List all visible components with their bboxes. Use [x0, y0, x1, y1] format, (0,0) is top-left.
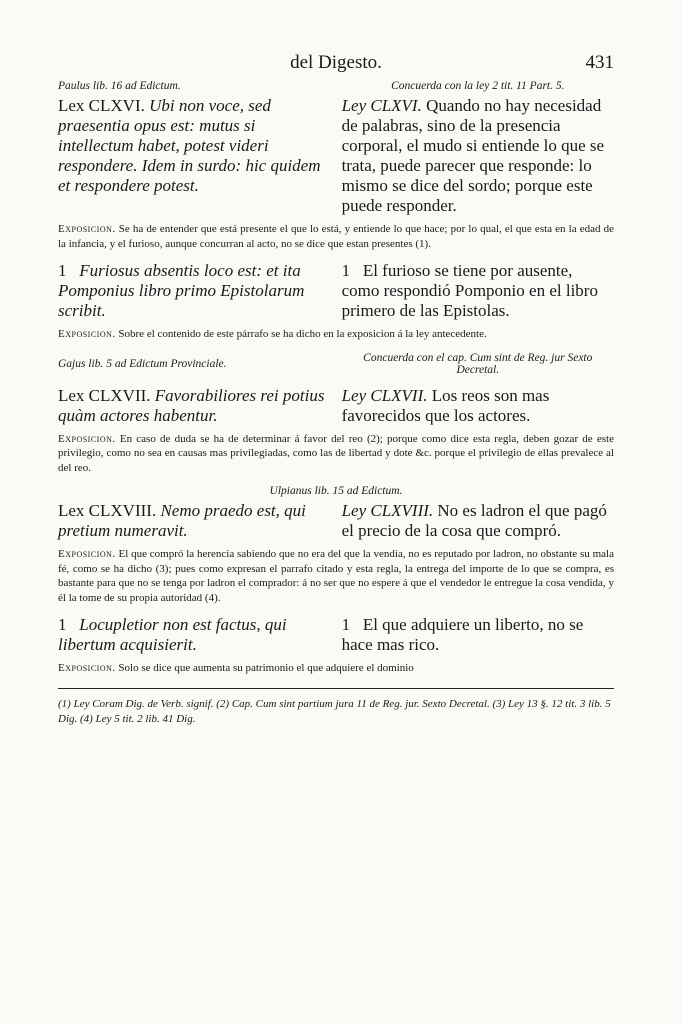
exposition [58, 547, 614, 605]
footnote-divider [58, 688, 614, 689]
exposition-text: Se ha de entender que está presente el que lo está, y entiende lo que hace; por lo qual, el que esta en la edad de la infancia, y el furioso, aunque concurran al acto, no se dice que estan presentes (1). [58, 223, 614, 250]
law-168 [58, 501, 614, 541]
source-right: Concuerda con la ley 2 tit. 11 Part. 5. [391, 80, 565, 92]
running-title: del Digesto. [290, 52, 382, 73]
exposition-text: Solo se dice que aumenta su patrimonio el que adquiere el dominio [118, 662, 414, 674]
spanish-text [342, 261, 614, 321]
law-166-sources [58, 80, 614, 92]
exposition-label: Exposicion. [58, 432, 116, 445]
exposition-text: Sobre el contenido de este párrafo se ha dicho en la exposicion á la ley antecedente. [118, 328, 487, 340]
latin-text [58, 501, 330, 541]
spanish-heading: Ley CLXVII. [341, 385, 428, 405]
latin-body: Ubi non voce, sed praesentia opus est: mutus si intellectum habet, potest videri respondere. Idem in surdo: hic quidem et respondere potest. [58, 96, 321, 195]
exposition [58, 432, 614, 476]
spanish-body: El furioso se tiene por ausente, como respondió Pomponio en el libro primero de las Epistolas. [341, 261, 598, 320]
latin-text [58, 386, 330, 426]
spanish-body: No es ladron el que pagó el precio de la cosa que compró. [341, 501, 607, 540]
law-166 [58, 96, 614, 216]
spanish-heading: Ley CLXVI. [341, 96, 422, 115]
exposition-label: Exposicion. [58, 662, 116, 674]
source-left: Paulus lib. 16 ad Edictum. [58, 80, 181, 92]
law-167 [58, 386, 614, 426]
latin-text [58, 261, 330, 321]
source-left: Gajus lib. 5 ad Edictum Provinciale. [58, 357, 227, 370]
exposition-text: En caso de duda se ha de determinar á favor del reo (2); porque como dice esta regla, deben gozar de este privilegio, como no sea en causas mas privilegiadas, como las de libertad y dote &c. porque el privilegio de ellas prevalece al del reo. [58, 432, 614, 474]
footnotes: (1) Ley Coram Dig. de Verb. signif. (2) Cap. Cum sint partium jura 11 de Reg. jur. Sexto Decretal. (3) Ley 13 §. 12 tit. 3 lib. 5 Dig. (4) Ley 5 tit. 2 lib. 41 Dig. [58, 697, 611, 725]
exposition-text: El que compró la herencia sabiendo que no era del que la vendia, no es reputado por ladron, no obstante su mala fé, como se ha dicho (3); pues como expresan el parrafo citado y esta regla, la entrega del importe de lo que se compra, es bastante para que no se tenga por ladron el comprador: á no ser que no espere á que el vendedor le entregue la cosa vendida, y él la tome de su propia autoridad (4). [58, 548, 614, 604]
source-right: Concuerda con el cap. Cum sint de Reg. jur Sexto Decretal. [363, 351, 593, 376]
latin-body: Locupletior non est factus, qui libertum acquisierit. [58, 615, 287, 654]
latin-body: Favorabiliores rei potius quàm actores habentur. [58, 385, 325, 425]
spanish-heading: Ley CLXVIII. [341, 501, 434, 520]
latin-body: Nemo praedo est, qui pretium numeravit. [58, 501, 306, 540]
paragraph-number: 1 [341, 615, 351, 634]
exposition [58, 327, 614, 342]
paragraph-number: 1 [58, 261, 67, 280]
page [58, 52, 614, 727]
page-header [58, 52, 614, 80]
spanish-body: Quando no hay necesidad de palabras, sino de la presencia corporal, el mudo si entiende lo que se trata, puede parecer que responde: lo mismo se dice del sordo; porque este puede responder. [341, 96, 605, 215]
law-168-paragraph-1 [58, 615, 614, 655]
latin-text [58, 96, 330, 216]
latin-heading: Lex CLXVI. [58, 96, 145, 115]
latin-heading: Lex CLXVII. [58, 385, 151, 405]
exposition [58, 222, 614, 251]
spanish-body: El que adquiere un liberto, no se hace mas rico. [341, 615, 584, 654]
page-number: 431 [585, 52, 614, 73]
law-168-source: Ulpianus lib. 15 ad Edictum. [269, 485, 403, 497]
spanish-text [342, 501, 614, 541]
spanish-text [342, 615, 614, 655]
exposition [58, 661, 614, 676]
paragraph-number: 1 [58, 615, 67, 634]
latin-heading: Lex CLXVIII. [58, 501, 157, 520]
law-167-sources [58, 352, 614, 376]
spanish-body: Los reos son mas favorecidos que los actores. [341, 385, 550, 425]
exposition-label: Exposicion. [58, 548, 116, 560]
latin-text [58, 615, 330, 655]
paragraph-number: 1 [341, 261, 351, 280]
exposition-label: Exposicion. [58, 223, 116, 235]
exposition-label: Exposicion. [58, 328, 116, 340]
spanish-text [342, 386, 614, 426]
law-166-paragraph-1 [58, 261, 614, 321]
latin-body: Furiosus absentis loco est: et ita Pomponius libro primo Epistolarum scribit. [58, 261, 305, 320]
spanish-text [342, 96, 614, 216]
